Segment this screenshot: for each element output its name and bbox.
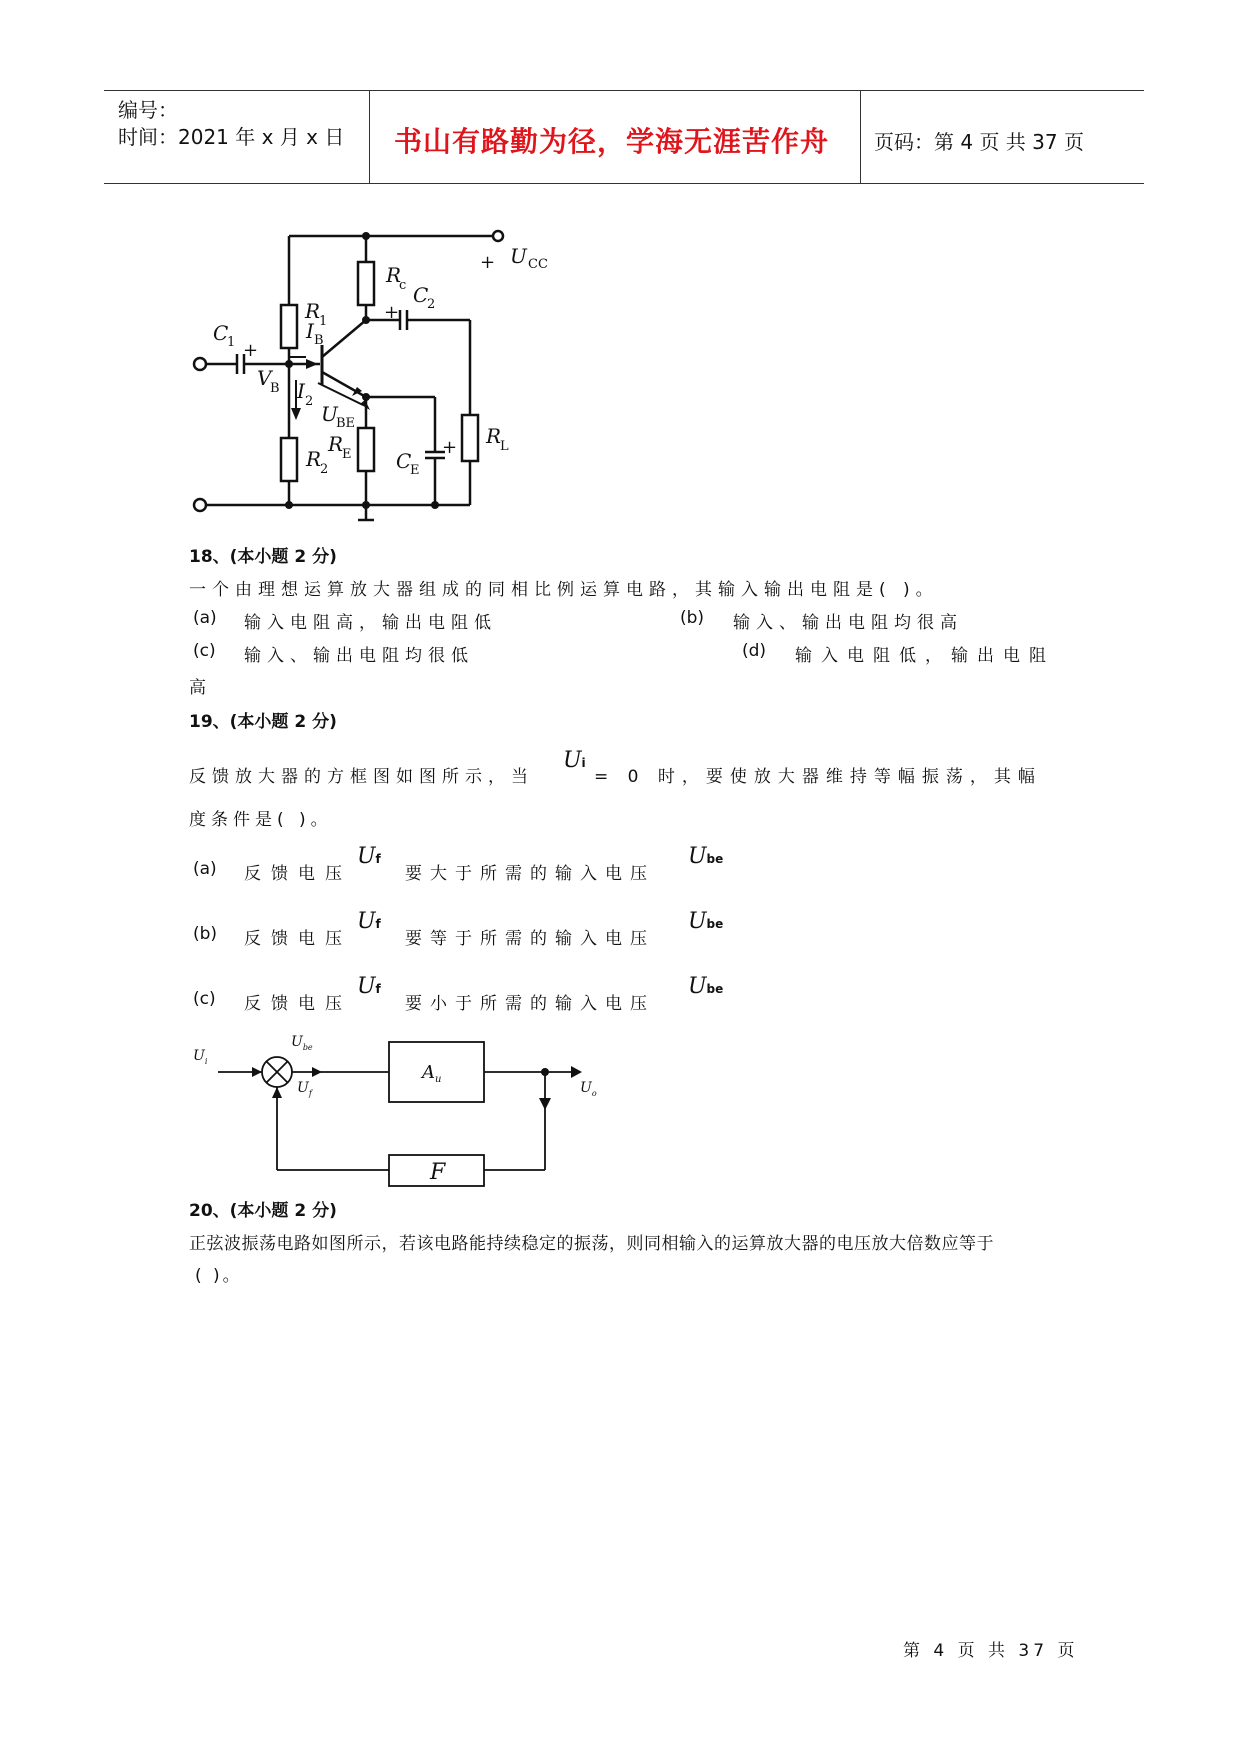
svg-text:R: R — [386, 263, 402, 287]
q19-stem-symbol-letter: U — [563, 748, 582, 773]
q19-option-c-uf-letter: U — [357, 974, 376, 999]
q18-option-a-text: 输入电阻高，输出电阻低 — [244, 613, 497, 633]
svg-text:B: B — [314, 333, 324, 348]
serial-label: 编号： — [118, 98, 178, 122]
svg-text:I: I — [306, 319, 314, 343]
block-input-sub: i — [204, 1057, 208, 1066]
block-feedback-label: F — [430, 1160, 446, 1185]
q19-stem-part2: = 0 时，要使放大器维持等幅振荡，其幅 — [594, 767, 1042, 787]
svg-text:2: 2 — [427, 297, 436, 312]
feedback-block-diagram — [185, 1025, 605, 1195]
q18-option-c-key: (c) — [193, 641, 216, 661]
q19-option-c-uf-sub: f — [375, 982, 381, 996]
q19-option-c-key: (c) — [193, 989, 216, 1009]
svg-text:+: + — [442, 437, 458, 458]
svg-text:1: 1 — [319, 314, 328, 329]
q19-option-a-key: (a) — [193, 859, 217, 879]
q19-option-a-pre: 反馈电压 — [244, 864, 352, 884]
svg-text:c: c — [399, 278, 407, 293]
q18-option-d-text: 输入电阻低，输出电阻 — [795, 646, 1055, 666]
q19-title: 19、(本小题 2 分) — [189, 712, 337, 732]
svg-text:CC: CC — [528, 257, 548, 272]
q20-stem: 正弦波振荡电路如图所示，若该电路能持续稳定的振荡，则同相输入的运算放大器的电压放大倍数应等于 — [189, 1234, 994, 1254]
svg-text:V: V — [257, 366, 272, 390]
q19-option-a-ube-sub: be — [706, 852, 724, 866]
block-ube-sub: be — [302, 1043, 313, 1052]
q19-option-b-key: (b) — [193, 924, 218, 944]
svg-text:E: E — [410, 463, 420, 478]
svg-text:2: 2 — [305, 394, 314, 409]
q19-option-a-ube-letter: U — [688, 844, 707, 869]
block-input-label: U — [193, 1048, 205, 1064]
svg-text:Uo — [580, 1080, 597, 1098]
header-divider-right — [860, 90, 861, 183]
q18-option-c-text: 输入、输出电阻均很低 — [244, 646, 474, 666]
svg-text:Au — [420, 1062, 441, 1085]
q19-stem-symbol — [563, 748, 586, 773]
block-uf-label: U — [297, 1080, 309, 1096]
svg-text:C: C — [396, 449, 412, 473]
header-page-label: 页码：第 4 页 共 37 页 — [874, 130, 1084, 154]
block-amp-sub: u — [435, 1074, 442, 1085]
q19-option-b-uf-letter: U — [357, 909, 376, 934]
q18-stem: 一个由理想运算放大器组成的同相比例运算电路，其输入输出电阻是( )。 — [189, 580, 939, 600]
svg-text:R: R — [328, 432, 344, 456]
svg-text:+: + — [384, 302, 400, 323]
block-uf-sub: f — [308, 1089, 312, 1098]
svg-text:+: + — [243, 340, 259, 361]
svg-text:BE: BE — [336, 416, 356, 431]
svg-text:1: 1 — [227, 335, 236, 350]
block-ube-label: U — [291, 1034, 303, 1050]
time-label: 时间：2021 年 x 月 x 日 — [118, 125, 345, 149]
svg-text:U: U — [510, 244, 527, 268]
q19-option-b-uf — [357, 909, 381, 934]
q18-option-a-key: (a) — [193, 608, 217, 628]
svg-text:Uf — [297, 1080, 314, 1098]
q18-title: 18、(本小题 2 分) — [189, 547, 337, 567]
q19-option-a-mid: 要大于所需的输入电压 — [405, 864, 655, 884]
q19-option-a-ube — [688, 844, 723, 869]
header-motto: 书山有路勤为径，学海无涯苦作舟 — [394, 125, 830, 158]
svg-text:R: R — [306, 447, 322, 471]
q19-option-b-mid: 要等于所需的输入电压 — [405, 929, 655, 949]
q20-title: 20、(本小题 2 分) — [189, 1201, 337, 1221]
header-bottom-rule — [104, 183, 1144, 184]
amplifier-circuit-diagram — [185, 220, 565, 530]
footer-page-number: 第 4 页 共 37 页 — [903, 1641, 1079, 1661]
q19-stem-part1: 反馈放大器的方框图如图所示，当 — [189, 767, 534, 787]
q18-option-d-wrap: 高 — [189, 678, 212, 698]
q19-option-c-uf — [357, 974, 381, 999]
svg-text:C: C — [413, 283, 429, 307]
svg-text:2: 2 — [320, 462, 329, 477]
q19-stem-symbol-sub: i — [581, 756, 586, 770]
q19-option-c-ube-sub: be — [706, 982, 724, 996]
svg-text:B: B — [270, 381, 280, 396]
svg-text:U: U — [321, 402, 338, 426]
block-output-label: U — [580, 1080, 592, 1096]
svg-text:E: E — [342, 447, 352, 462]
q19-option-a-uf — [357, 844, 381, 869]
svg-text:Ube — [291, 1034, 313, 1052]
q19-option-b-pre: 反馈电压 — [244, 929, 352, 949]
svg-text:R: R — [305, 299, 321, 323]
svg-text:R: R — [486, 424, 502, 448]
q19-option-a-uf-sub: f — [375, 852, 381, 866]
q19-stem-line2: 度条件是( )。 — [189, 810, 333, 830]
svg-text:Ui — [193, 1048, 208, 1066]
header-divider-left — [369, 90, 370, 183]
q19-option-b-ube-sub: be — [706, 917, 724, 931]
svg-text:L: L — [500, 439, 509, 454]
q19-option-b-ube — [688, 909, 723, 934]
q19-option-c-ube — [688, 974, 723, 999]
svg-text:I: I — [297, 379, 305, 403]
svg-text:C: C — [213, 321, 229, 345]
q20-stem-line2: ( )。 — [195, 1266, 243, 1286]
block-output-sub: o — [591, 1089, 597, 1098]
q19-option-c-ube-letter: U — [688, 974, 707, 999]
header-top-rule — [104, 90, 1144, 91]
q18-option-b-key: (b) — [680, 608, 705, 628]
q19-option-b-uf-sub: f — [375, 917, 381, 931]
q18-option-b-text: 输入、输出电阻均很高 — [733, 613, 963, 633]
q19-option-b-ube-letter: U — [688, 909, 707, 934]
block-amp-label: A — [422, 1062, 435, 1083]
q19-option-a-uf-letter: U — [357, 844, 376, 869]
svg-text:+: + — [480, 252, 496, 273]
q19-option-c-mid: 要小于所需的输入电压 — [405, 994, 655, 1014]
q18-option-d-key: (d) — [742, 641, 767, 661]
q19-option-c-pre: 反馈电压 — [244, 994, 352, 1014]
